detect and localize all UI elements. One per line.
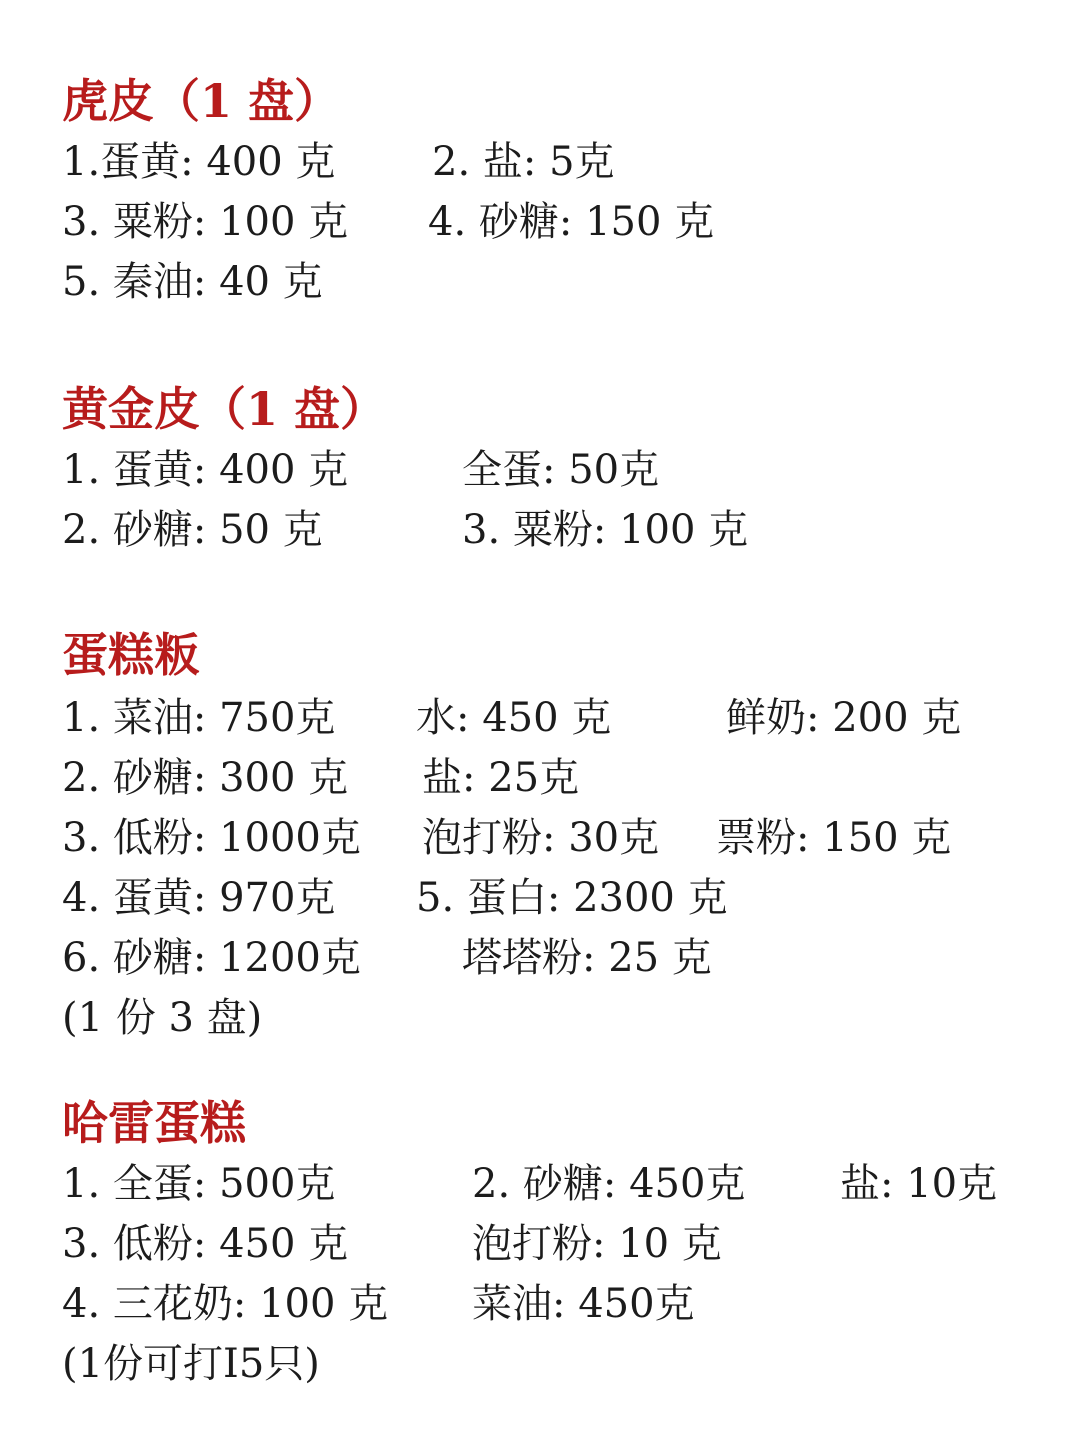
ingredient-line: 5. 秦油: 40 克 xyxy=(62,259,323,305)
ingredient-line: 泡打粉: 10 克 xyxy=(472,1221,722,1267)
ingredient-line: 盐: 25克 xyxy=(422,755,580,801)
ingredient-line: 1. 蛋黄: 400 克 xyxy=(62,447,349,493)
section-title-huangjinpi: 黄金皮（1 盘） xyxy=(62,382,387,436)
ingredient-line: 鲜奶: 200 克 xyxy=(726,695,962,741)
ingredient-line: 盐: 10克 xyxy=(840,1161,998,1207)
ingredient-line: 5. 蛋白: 2300 克 xyxy=(416,875,728,921)
ingredient-line: 1. 全蛋: 500克 xyxy=(62,1161,336,1207)
ingredient-line: 3. 低粉: 1000克 xyxy=(62,815,361,861)
yield-note: (1份可打I5只) xyxy=(62,1341,320,1387)
section-title-halei-dangao: 哈雷蛋糕 xyxy=(62,1096,246,1150)
section-title-hupi: 虎皮（1 盘） xyxy=(62,74,341,128)
ingredient-line: 3. 低粉: 450 克 xyxy=(62,1221,349,1267)
ingredient-line: 4. 砂糖: 150 克 xyxy=(428,199,715,245)
ingredient-line: 3. 粟粉: 100 克 xyxy=(462,507,749,553)
section-title-dangaoban: 蛋糕粄 xyxy=(62,628,200,682)
ingredient-line: 塔塔粉: 25 克 xyxy=(462,935,712,981)
yield-note: (1 份 3 盘) xyxy=(62,995,263,1041)
ingredient-line: 票粉: 150 克 xyxy=(716,815,952,861)
ingredient-line: 2. 砂糖: 450克 xyxy=(472,1161,746,1207)
ingredient-line: 4. 蛋黄: 970克 xyxy=(62,875,336,921)
ingredient-line: 1. 菜油: 750克 xyxy=(62,695,336,741)
ingredient-line: 泡打粉: 30克 xyxy=(422,815,660,861)
ingredient-line: 2. 砂糖: 300 克 xyxy=(62,755,349,801)
ingredient-line: 全蛋: 50克 xyxy=(462,447,660,493)
ingredient-line: 3. 粟粉: 100 克 xyxy=(62,199,349,245)
ingredient-line: 1.蛋黄: 400 克 xyxy=(62,139,336,185)
ingredient-line: 4. 三花奶: 100 克 xyxy=(62,1281,389,1327)
ingredient-line: 2. 盐: 5克 xyxy=(432,139,615,185)
ingredient-line: 菜油: 450克 xyxy=(472,1281,695,1327)
ingredient-line: 6. 砂糖: 1200克 xyxy=(62,935,361,981)
ingredient-line: 水: 450 克 xyxy=(416,695,612,741)
ingredient-line: 2. 砂糖: 50 克 xyxy=(62,507,323,553)
